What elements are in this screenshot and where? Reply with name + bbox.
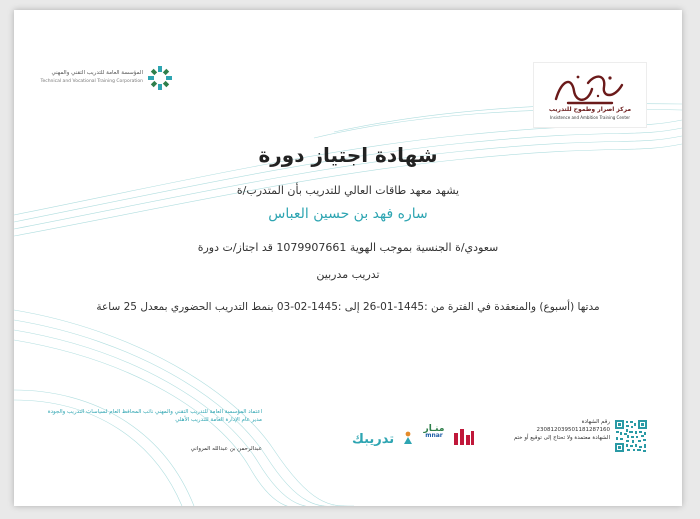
course-name: تدريب مدربين bbox=[316, 268, 380, 281]
duration-line: مدتها (أسبوع) والمنعقدة في الفترة من :1445-01-26 إلى :1445-02-03 بنمط التدريب الحضوري بمعدل 25 ساعة bbox=[96, 301, 600, 313]
approval-text: اعتماد المؤسسة العامة للتدريب التقني والمهني نائب المحافظ العام لسياسات التدريب والجودة مدير عام الإدارة العامة للتدريب الأهلي bbox=[47, 409, 262, 423]
tadreeb-logo: تدريبك bbox=[352, 432, 395, 447]
training-center-name-english: Insistence and Ambition Training Center bbox=[549, 115, 631, 120]
calligraphy-logo-icon bbox=[548, 69, 632, 109]
nationality-id-line: سعودي/ة الجنسية بموجب الهوية 1079907661 قد اجتاز/ت دورة bbox=[197, 241, 499, 254]
tvtc-logo-english: Technical and Vocational Training Corporation bbox=[40, 79, 143, 84]
tvtc-logo-arabic: المؤسسة العامة للتدريب التقني والمهني bbox=[51, 70, 143, 76]
tvtc-star-icon bbox=[146, 64, 174, 92]
signer-name: عبدالرحمن بن عبدالله المرواني bbox=[190, 446, 262, 452]
qr-code-icon[interactable] bbox=[614, 419, 648, 453]
training-center-logo bbox=[533, 62, 647, 128]
certificate-number-block bbox=[482, 418, 610, 442]
mtc-logo-icon bbox=[452, 427, 476, 447]
mnar-logo-arabic: منـار bbox=[423, 424, 445, 434]
tvtc-logo bbox=[40, 64, 179, 94]
certificate-page bbox=[14, 10, 682, 506]
mnar-logo-english: mnar bbox=[425, 432, 443, 439]
trainee-name: ساره فهد بن حسين العباس bbox=[268, 206, 428, 222]
certificate-intro: يشهد معهد طاقات العالي للتدريب بأن المتدرب/ة bbox=[236, 184, 460, 197]
training-center-name-arabic: مركز اصرار وطموح للتدريب bbox=[548, 106, 632, 113]
mnar-logo bbox=[419, 424, 449, 439]
certificate-note: الشهادة معتمدة ولا تحتاج إلى توقيع أو ختم bbox=[513, 435, 610, 441]
certificate-number-label: رقم الشهادة bbox=[581, 419, 610, 425]
tadreeb-mark-icon bbox=[402, 431, 414, 445]
certificate-number: 230812039501181287160 bbox=[536, 427, 610, 433]
certificate-title: شهادة اجتياز دورة bbox=[258, 143, 438, 167]
